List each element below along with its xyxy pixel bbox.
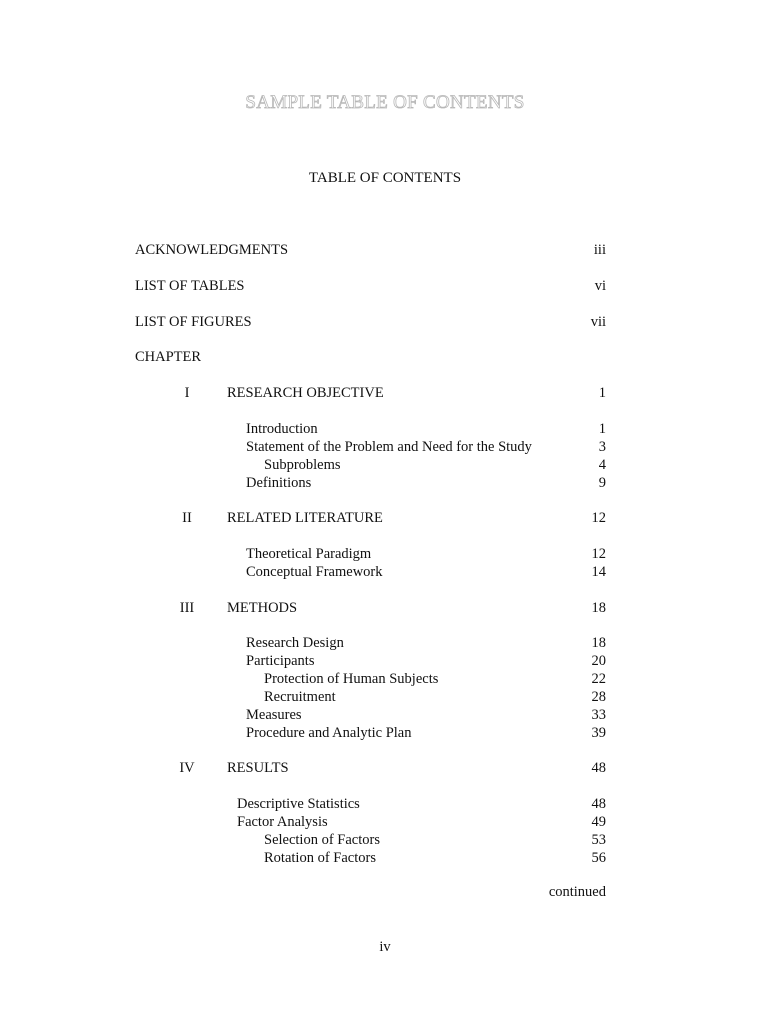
toc-page-number: 12 xyxy=(591,510,606,526)
toc-page-number: 56 xyxy=(591,850,606,866)
toc-section-label: Measures xyxy=(246,707,302,723)
toc-page-number: vi xyxy=(594,278,606,294)
page-folio: iv xyxy=(379,939,391,955)
chapter-numeral: III xyxy=(179,600,195,616)
continued-note: continued xyxy=(548,884,606,900)
toc-page-number: 53 xyxy=(591,832,606,848)
toc-page-number: 22 xyxy=(591,671,606,687)
toc-section-label: Research Design xyxy=(246,635,344,651)
sample-watermark: SAMPLE TABLE OF CONTENTS xyxy=(245,92,525,113)
toc-section-label: Rotation of Factors xyxy=(264,850,376,866)
toc-page-number: 33 xyxy=(591,707,606,723)
page-title: TABLE OF CONTENTS xyxy=(308,170,462,186)
toc-section-label: Factor Analysis xyxy=(237,814,328,830)
toc-page-number: 1 xyxy=(598,421,606,437)
toc-chapter-title: RELATED LITERATURE xyxy=(227,510,383,526)
toc-page-number: 39 xyxy=(591,725,606,741)
toc-page-number: 9 xyxy=(598,475,606,491)
toc-page-number: 48 xyxy=(591,760,606,776)
toc-page-number: 1 xyxy=(598,385,606,401)
chapter-numeral: I xyxy=(184,385,190,401)
toc-section-label: Recruitment xyxy=(264,689,336,705)
chapter-numeral: IV xyxy=(179,760,195,776)
toc-chapter-title: RESEARCH OBJECTIVE xyxy=(227,385,384,401)
toc-section-label: Descriptive Statistics xyxy=(237,796,360,812)
toc-section-label: Definitions xyxy=(246,475,312,491)
toc-chapter-title: METHODS xyxy=(227,600,298,616)
toc-page-number: 4 xyxy=(598,457,606,473)
toc-page-number: vii xyxy=(590,314,606,330)
toc-page-number: 12 xyxy=(591,546,606,562)
toc-section-label: Theoretical Paradigm xyxy=(246,546,372,562)
toc-section-label: Participants xyxy=(246,653,315,669)
toc-page-number: 20 xyxy=(591,653,606,669)
toc-page-number: 18 xyxy=(591,600,606,616)
toc-entry-label: LIST OF FIGURES xyxy=(135,314,252,330)
toc-page-number: 49 xyxy=(591,814,606,830)
toc-page-number: 14 xyxy=(591,564,606,580)
toc-section-label: Conceptual Framework xyxy=(246,564,383,580)
toc-chapter-title: RESULTS xyxy=(227,760,289,776)
toc-section-label: Statement of the Problem and Need for the Study xyxy=(246,439,532,455)
toc-page-number: iii xyxy=(593,242,606,258)
toc-section-label: Selection of Factors xyxy=(264,832,380,848)
toc-section-label: Procedure and Analytic Plan xyxy=(246,725,412,741)
chapter-numeral: II xyxy=(182,510,192,526)
toc-page-number: 3 xyxy=(598,439,606,455)
toc-section-label: Subproblems xyxy=(264,457,341,473)
toc-entry-label: ACKNOWLEDGMENTS xyxy=(135,242,289,258)
toc-page-number: 48 xyxy=(591,796,606,812)
toc-entry-label: LIST OF TABLES xyxy=(135,278,245,294)
toc-section-label: Introduction xyxy=(246,421,318,437)
toc-page-number: 18 xyxy=(591,635,606,651)
toc-section-label: Protection of Human Subjects xyxy=(264,671,439,687)
toc-page-number: 28 xyxy=(591,689,606,705)
chapter-heading-label: CHAPTER xyxy=(135,349,202,365)
